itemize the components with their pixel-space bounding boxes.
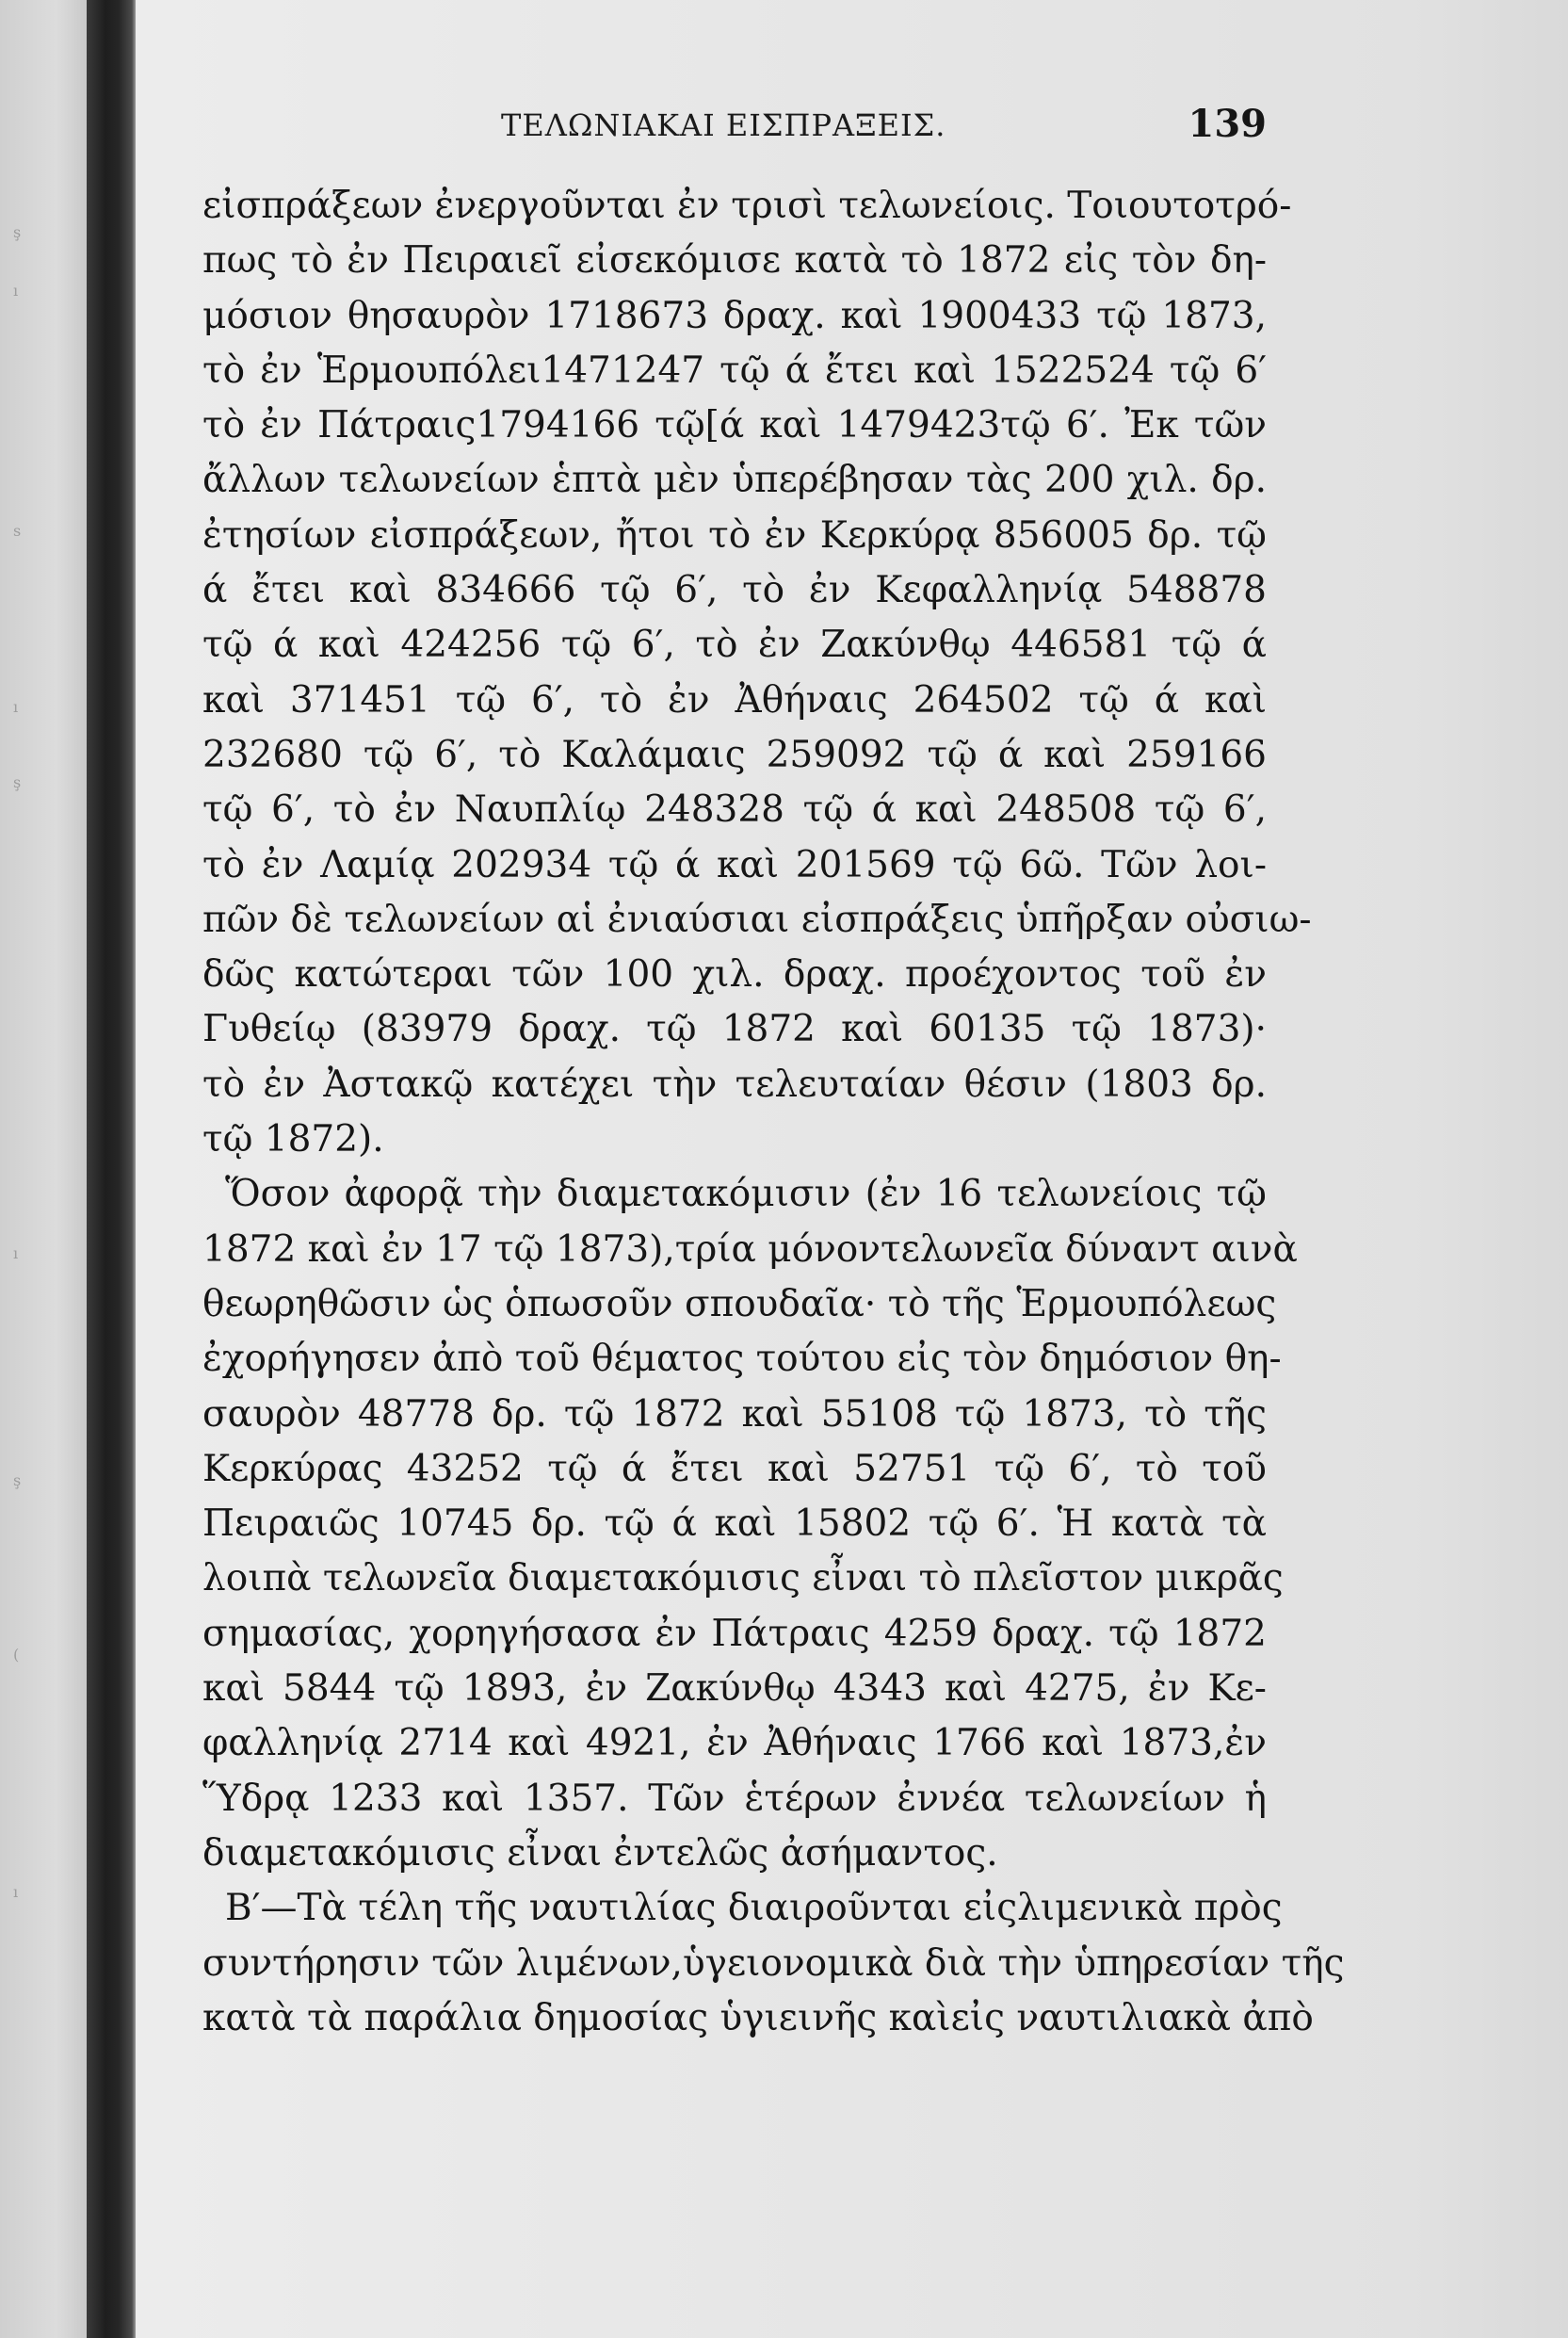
- text-line: εἰσπράξεων ἐνεργοῦνται ἐν τρισὶ τελωνείοις. Τοιουτοτρό-: [202, 185, 1292, 227]
- text-line: τὸ ἐν Ἑρμουπόλει1471247 τῷ ά ἔτει καὶ 1522524 τῷ 6′: [202, 349, 1267, 392]
- text-line: φαλληνίᾳ 2714 καὶ 4921, ἐν Ἀθήναις 1766 καὶ 1873,ἐν: [202, 1722, 1267, 1765]
- text-line: 1872 καὶ ἐν 17 τῷ 1873),τρία μόνοντελωνεῖα δύναντ αινὰ: [202, 1227, 1298, 1271]
- text-line: λοιπὰ τελωνεῖα διαμετακόμισις εἶναι τὸ πλεῖστον μικρᾶς: [202, 1557, 1284, 1600]
- bleed-mark: (: [13, 1646, 20, 1664]
- text-line: κατὰ τὰ παράλια δημοσίας ὑγιεινῆς καὶεἰς ναυτιλιακὰ ἀπὸ: [202, 1996, 1314, 2039]
- text-line: 232680 τῷ 6′, τὸ Καλάμαις 259092 τῷ ά καὶ 259166: [202, 733, 1267, 776]
- text-line: θεωρηθῶσιν ὡς ὁπωσοῦν σπουδαῖα· τὸ τῆς Ἑρμουπόλεως: [202, 1282, 1277, 1325]
- text-line: Γυθείῳ (83979 δραχ. τῷ 1872 καὶ 60135 τῷ 1873)·: [202, 1008, 1267, 1051]
- text-line: πως τὸ ἐν Πειραιεῖ εἰσεκόμισε κατὰ τὸ 1872 εἰς τὸν δη-: [202, 239, 1267, 283]
- bleed-mark: s: [13, 522, 22, 540]
- bleed-mark: ı: [13, 698, 19, 716]
- text-line: τὸ ἐν Λαμίᾳ 202934 τῷ ά καὶ 201569 τῷ 6ῶ. Τῶν λοι-: [202, 843, 1267, 886]
- text-line: δῶς κατώτεραι τῶν 100 χιλ. δραχ. προέχοντος τοῦ ἐν: [202, 953, 1267, 997]
- text-line: καὶ 371451 τῷ 6′, τὸ ἐν Ἀθήναις 264502 τῷ ά καὶ: [202, 678, 1267, 722]
- text-line: τῷ ά καὶ 424256 τῷ 6′, τὸ ἐν Ζακύνθῳ 446581 τῷ ά: [202, 624, 1267, 667]
- page-number: 139: [1188, 102, 1267, 146]
- body-text: [202, 179, 1345, 2046]
- bleed-mark: ı: [13, 282, 19, 300]
- bleed-mark: ş: [13, 773, 22, 791]
- text-line: Πειραιῶς 10745 δρ. τῷ ά καὶ 15802 τῷ 6′. Ἡ κατὰ τὰ: [202, 1502, 1267, 1546]
- bleed-mark: ı: [13, 1244, 19, 1262]
- text-line: τῷ 6′, τὸ ἐν Ναυπλίῳ 248328 τῷ ά καὶ 248508 τῷ 6′,: [202, 788, 1267, 832]
- text-line: τὸ ἐν Πάτραις1794166 τῷ[ά καὶ 1479423τῷ 6′. Ἐκ τῶν: [202, 404, 1267, 447]
- text-line: συντήρησιν τῶν λιμένων,ὑγειονομικὰ διὰ τὴν ὑπηρεσίαν τῆς: [202, 1941, 1345, 1985]
- text-line: ἐτησίων εἰσπράξεων, ἤτοι τὸ ἐν Κερκύρᾳ 856005 δρ. τῷ: [202, 513, 1267, 557]
- section-heading-line: Β′—Τὰ τέλη τῆς ναυτιλίας διαιροῦνται εἰςλιμενικὰ πρὸς: [225, 1887, 1283, 1930]
- text-line: ά ἔτει καὶ 834666 τῷ 6′, τὸ ἐν Κεφαλληνίᾳ 548878: [202, 569, 1267, 612]
- text-line: πῶν δὲ τελωνείων αἱ ἐνιαύσιαι εἰσπράξεις ὑπῆρξαν οὐσιω-: [202, 898, 1312, 941]
- text-line: σημασίας, χορηγήσασα ἐν Πάτραις 4259 δραχ. τῷ 1872: [202, 1612, 1267, 1655]
- page-header: [202, 102, 1267, 149]
- text-line: καὶ 5844 τῷ 1893, ἐν Ζακύνθῳ 4343 καὶ 4275, ἐν Κε-: [202, 1667, 1267, 1711]
- text-line: ἄλλων τελωνείων ἑπτὰ μὲν ὑπερέβησαν τὰς 200 χιλ. δρ.: [202, 459, 1267, 502]
- text-line: μόσιον θησαυρὸν 1718673 δραχ. καὶ 1900433 τῷ 1873,: [202, 294, 1267, 337]
- text-line: Ὕδρᾳ 1233 καὶ 1357. Τῶν ἑτέρων ἐννέα τελωνείων ἡ: [202, 1777, 1267, 1820]
- text-line: ἐχορήγησεν ἀπὸ τοῦ θέματος τούτου εἰς τὸν δημόσιον θη-: [202, 1338, 1282, 1381]
- paragraph-start-line: Ὅσον ἀφορᾷ τὴν διαμετακόμισιν (ἐν 16 τελωνείοις τῷ: [225, 1173, 1267, 1216]
- text-line: σαυρὸν 48778 δρ. τῷ 1872 καὶ 55108 τῷ 1873, τὸ τῆς: [202, 1392, 1267, 1436]
- paragraph-end-line: διαμετακόμισις εἶναι ἐντελῶς ἀσήμαντος.: [202, 1831, 998, 1875]
- running-title: ΤΕΛΩΝΙΑΚΑΙ ΕΙΣΠΡΑΞΕΙΣ.: [501, 107, 946, 143]
- bleed-mark: ı: [13, 1883, 19, 1901]
- text-line: Κερκύρας 43252 τῷ ά ἔτει καὶ 52751 τῷ 6′, τὸ τοῦ: [202, 1447, 1267, 1490]
- paragraph-end-line: τῷ 1872).: [202, 1118, 384, 1161]
- book-gutter: [87, 0, 136, 2338]
- bleed-mark: ş: [13, 223, 22, 241]
- text-line: τὸ ἐν Ἀστακῷ κατέχει τὴν τελευταίαν θέσιν (1803 δρ.: [202, 1063, 1267, 1106]
- facing-page-edge: [0, 0, 87, 2338]
- bleed-mark: ş: [13, 1471, 22, 1489]
